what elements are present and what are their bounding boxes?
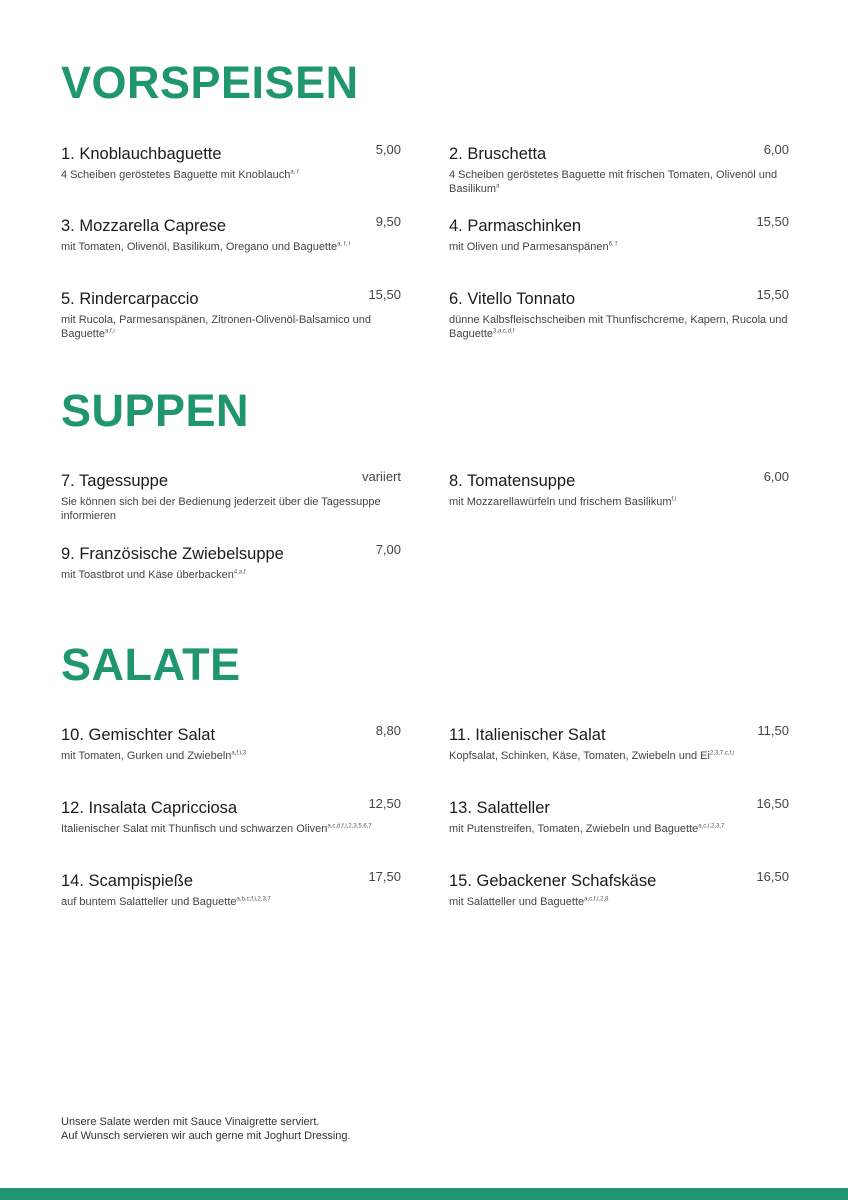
menu-item [449, 216, 789, 254]
allergen-codes: a, f [290, 169, 299, 176]
item-price: 9,50 [375, 214, 401, 229]
item-description: mit Oliven und Parmesanspänen$^{6, f}$ [449, 241, 617, 253]
item-description: 4 Scheiben geröstetes Baguette mit frischen Tomaten, Olivenöl und Basilikum$^a$ [449, 169, 778, 195]
menu-item [449, 798, 789, 836]
item-description: mit Rucola, Parmesanspänen, Zitronen-Olivenöl-Balsamico und Baguette$^{a,f,i}$ [61, 314, 371, 340]
item-description: mit Mozzarellawürfeln und frischem Basilikum$^{f,i}$ [449, 496, 677, 508]
item-name: 11. Italienischer Salat [449, 726, 606, 744]
item-price: 15,50 [756, 287, 789, 302]
menu-item [61, 544, 401, 582]
allergen-codes: a,c,f,i,2,8 [584, 896, 609, 903]
item-price: 6,00 [763, 142, 789, 157]
item-price: variiert [361, 469, 401, 484]
menu-item [449, 725, 789, 763]
allergen-codes: 3,a,c,d,f [493, 328, 515, 335]
menu-item [61, 871, 401, 909]
allergen-codes: a,b,c,f,i,2,3,7 [236, 896, 271, 903]
allergen-codes: a [496, 183, 500, 190]
item-description: mit Salatteller und Baguette$^{a,c,f,i,2,8}$ [449, 896, 609, 908]
item-price: 6,00 [763, 469, 789, 484]
menu-item [449, 289, 789, 341]
item-name: 1. Knoblauchbaguette [61, 145, 222, 163]
section-title-vorspeisen: VORSPEISEN [61, 57, 359, 108]
menu-item [61, 144, 401, 182]
allergen-codes: a,f,i [105, 328, 115, 335]
item-description: mit Tomaten, Olivenöl, Basilikum, Oregano und Baguette$^{a, f, i}$ [61, 241, 351, 253]
allergen-codes: a, f, i [337, 241, 351, 248]
menu-item [449, 871, 789, 909]
menu-item [61, 471, 401, 523]
item-name: 10. Gemischter Salat [61, 726, 216, 744]
item-price: 16,50 [756, 869, 789, 884]
allergen-codes: a,f,i,3 [231, 750, 247, 757]
item-price: 11,50 [757, 723, 789, 738]
item-name: 2. Bruschetta [449, 145, 547, 163]
section-title-salate: SALATE [61, 639, 241, 690]
item-description: Sie können sich bei der Bedienung jederzeit über die Tagessuppe informieren [61, 496, 381, 522]
item-name: 7. Tagessuppe [61, 472, 169, 490]
section-title-suppen: SUPPEN [61, 385, 250, 436]
footnote-line: Auf Wunsch servieren wir auch gerne mit Joghurt Dressing. [61, 1130, 351, 1142]
item-description: 4 Scheiben geröstetes Baguette mit Knoblauch$^{a, f}$ [61, 169, 299, 181]
menu-item [61, 216, 401, 254]
footnote-line: Unsere Salate werden mit Sauce Vinaigrette serviert. [61, 1116, 320, 1128]
allergen-codes: a,c,i,2,3,7 [698, 823, 725, 830]
item-name: 5. Rindercarpaccio [61, 290, 199, 308]
footnote [61, 1115, 351, 1143]
item-name: 13. Salatteller [449, 799, 550, 817]
item-name: 15. Gebackener Schafskäse [449, 872, 657, 890]
allergen-codes: 4,a,f [233, 569, 246, 576]
allergen-codes: 6, f [608, 241, 617, 248]
item-description: dünne Kalbsfleischscheiben mit Thunfischcreme, Kapern, Rucola und Baguette$^{3,a,c,d,f}$ [449, 314, 788, 340]
menu-item [449, 471, 789, 509]
bottom-accent-bar [0, 1188, 848, 1200]
item-name: 8. Tomatensuppe [449, 472, 576, 490]
item-description: mit Toastbrot und Käse überbacken$^{4,a,f}$ [61, 569, 246, 581]
allergen-codes: 2,3,7,c,f,i [709, 750, 735, 757]
item-name: 14. Scampispieße [61, 872, 194, 890]
menu-item [61, 725, 401, 763]
menu-item [449, 144, 789, 196]
allergen-codes: a,c,d,f,i,2,3,5,6,7 [327, 823, 372, 830]
menu-item [61, 798, 401, 836]
item-name: 9. Französische Zwiebelsuppe [61, 545, 284, 563]
item-price: 16,50 [756, 796, 789, 811]
item-price: 15,50 [368, 287, 401, 302]
item-name: 6. Vitello Tonnato [449, 290, 575, 308]
item-description: mit Putenstreifen, Tomaten, Zwiebeln und Baguette$^{a,c,i,2,3,7}$ [449, 823, 725, 835]
item-price: 7,00 [375, 542, 401, 557]
item-price: 15,50 [756, 214, 789, 229]
item-price: 17,50 [368, 869, 401, 884]
allergen-codes: f,i [671, 496, 677, 503]
item-price: 12,50 [368, 796, 401, 811]
item-price: 5,00 [375, 142, 401, 157]
item-description: mit Tomaten, Gurken und Zwiebeln$^{a,f,i,3}$ [61, 750, 247, 762]
item-description: auf buntem Salatteller und Baguette$^{a,b,c,f,i,2,3,7}$ [61, 896, 271, 908]
item-name: 4. Parmaschinken [449, 217, 582, 235]
menu-item [61, 289, 401, 341]
item-name: 12. Insalata Capricciosa [61, 799, 238, 817]
item-description: Kopfsalat, Schinken, Käse, Tomaten, Zwiebeln und Ei$^{2,3,7,c,f,i}$ [449, 750, 735, 762]
item-name: 3. Mozzarella Caprese [61, 217, 227, 235]
item-description: Italienischer Salat mit Thunfisch und schwarzen Oliven$^{a,c,d,f,i,2,3,5,6,7}$ [61, 823, 372, 835]
item-price: 8,80 [375, 723, 401, 738]
